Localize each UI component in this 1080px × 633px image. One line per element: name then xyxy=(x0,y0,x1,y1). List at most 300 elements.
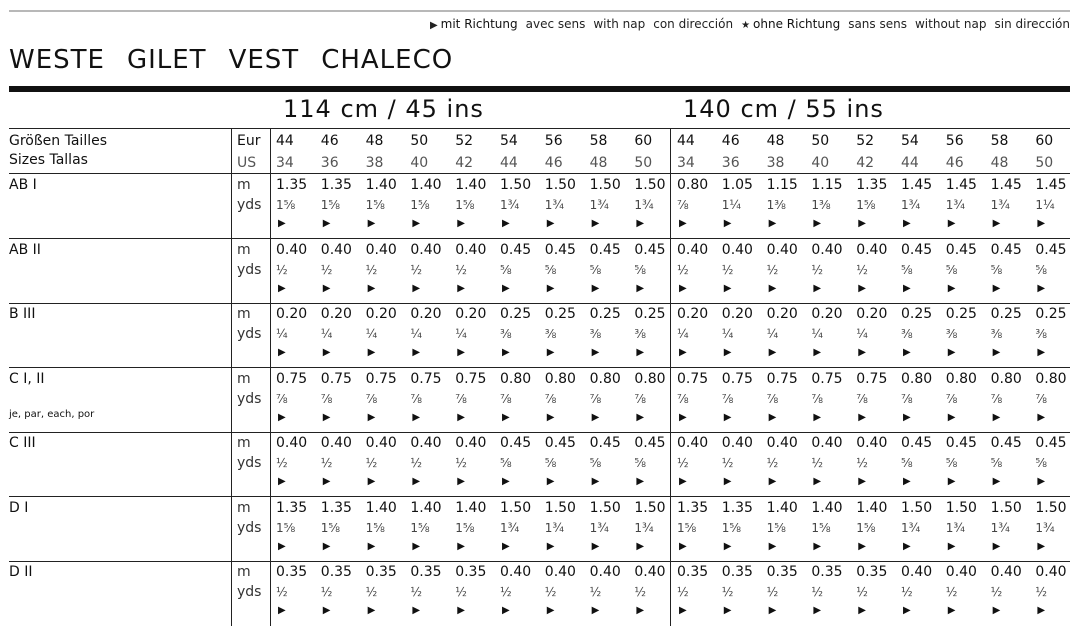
with-nap-arrow-icon: ▶ xyxy=(992,282,1001,294)
meters-value: 1.40 xyxy=(365,177,397,193)
yards-value: ½ xyxy=(365,585,378,599)
with-nap-arrow-icon: ▶ xyxy=(636,540,645,552)
yards-value: ⅜ xyxy=(901,327,913,341)
yards-value: ½ xyxy=(455,456,467,470)
yards-value: ⅜ xyxy=(945,327,958,341)
unit-yds-label: yds xyxy=(237,584,262,600)
with-nap-arrow-icon: ▶ xyxy=(768,605,777,616)
meters-value: 1.50 xyxy=(544,177,576,193)
with-nap-arrow-icon: ▶ xyxy=(768,282,777,294)
meters-value: 0.80 xyxy=(1035,370,1067,387)
meters-value: 0.35 xyxy=(677,564,709,580)
meters-value: 0.80 xyxy=(634,370,666,387)
unit-yds-label: yds xyxy=(237,519,262,536)
yards-value: ⅞ xyxy=(766,391,779,406)
us-size: 38 xyxy=(766,155,785,171)
meters-value: 0.40 xyxy=(589,564,621,580)
with-nap-arrow-icon: ▶ xyxy=(768,347,777,358)
yards-value: ¼ xyxy=(856,327,868,341)
yards-value: ⅝ xyxy=(1035,262,1048,277)
with-nap-arrow-icon: ▶ xyxy=(278,540,286,552)
meters-value: 0.20 xyxy=(721,306,753,322)
meters-value: 0.35 xyxy=(455,564,487,580)
yards-value: ½ xyxy=(544,585,557,599)
meters-value: 0.75 xyxy=(455,370,487,387)
yards-value: ⅝ xyxy=(589,262,602,277)
yards-value: 1⅝ xyxy=(856,198,876,212)
meters-value: 1.35 xyxy=(276,177,308,193)
with-nap-arrow-icon: ▶ xyxy=(457,540,465,552)
meters-value: 1.40 xyxy=(856,499,888,516)
with-nap-arrow-icon: ▶ xyxy=(723,605,732,616)
meters-value: 1.40 xyxy=(811,499,843,516)
meters-value: 0.40 xyxy=(544,564,576,580)
yards-value: 1¾ xyxy=(634,520,654,535)
eur-size: 52 xyxy=(455,133,474,149)
meters-value: 0.20 xyxy=(677,306,709,322)
yards-value: ⅞ xyxy=(410,391,423,406)
with-nap-arrow-icon: ▶ xyxy=(679,476,687,487)
meters-value: 0.40 xyxy=(1035,564,1067,580)
meters-value: 0.40 xyxy=(320,241,352,258)
yards-value: ½ xyxy=(634,585,647,599)
with-nap-arrow-icon: ▶ xyxy=(1037,476,1046,487)
us-size: 48 xyxy=(589,155,608,171)
with-nap-arrow-icon: ▶ xyxy=(322,411,331,423)
with-nap-arrow-icon: ▶ xyxy=(992,218,1001,229)
meters-value: 1.35 xyxy=(721,499,753,516)
row-label: C I, II xyxy=(9,370,45,387)
unit-m-label: m xyxy=(237,499,251,516)
meters-value: 0.45 xyxy=(500,435,532,451)
meters-value: 1.50 xyxy=(945,499,977,516)
with-nap-arrow-icon: ▶ xyxy=(947,347,956,358)
fabric-width-140: 140 cm / 55 ins xyxy=(683,95,884,123)
meters-value: 0.40 xyxy=(945,564,977,580)
with-nap-arrow-icon: ▶ xyxy=(591,218,600,229)
legend-without-nap-es: sin dirección xyxy=(994,17,1070,31)
us-label: US xyxy=(237,155,257,171)
yards-value: ⅞ xyxy=(544,391,557,406)
with-nap-arrow-icon: ▶ xyxy=(768,540,777,552)
yards-value: 1¾ xyxy=(589,520,609,535)
with-nap-arrow-icon: ▶ xyxy=(858,605,866,616)
yards-value: ¼ xyxy=(276,327,288,341)
meters-value: 0.45 xyxy=(1035,435,1067,451)
row-label: B III xyxy=(9,306,36,322)
meters-value: 0.35 xyxy=(721,564,753,580)
eur-size: 50 xyxy=(811,133,830,149)
unit-m-label: m xyxy=(237,177,251,193)
yards-value: ½ xyxy=(410,262,423,277)
meters-value: 0.40 xyxy=(410,435,442,451)
eur-size: 44 xyxy=(276,133,294,149)
eur-size: 52 xyxy=(856,133,875,149)
yards-value: ½ xyxy=(677,456,689,470)
meters-value: 1.40 xyxy=(365,499,397,516)
with-nap-arrow-icon: ▶ xyxy=(992,476,1001,487)
with-nap-arrow-icon: ▶ xyxy=(947,411,956,423)
yards-value: 1⅝ xyxy=(365,198,385,212)
title-de: WESTE xyxy=(9,45,105,75)
us-size: 36 xyxy=(320,155,339,171)
meters-value: 1.45 xyxy=(901,177,933,193)
yards-value: ½ xyxy=(320,456,333,470)
yards-value: ⅞ xyxy=(320,391,333,406)
yards-value: 1¼ xyxy=(721,198,742,212)
with-nap-arrow-icon: ▶ xyxy=(367,347,376,358)
yards-value: ⅝ xyxy=(589,456,602,470)
us-size: 34 xyxy=(276,155,294,171)
meters-value: 1.35 xyxy=(677,499,709,516)
with-nap-arrow-icon: ▶ xyxy=(947,282,956,294)
with-nap-arrow-icon: ▶ xyxy=(858,476,866,487)
meters-value: 1.50 xyxy=(1035,499,1067,516)
with-nap-arrow-icon: ▶ xyxy=(278,605,286,616)
meters-value: 1.50 xyxy=(544,499,576,516)
meters-value: 0.35 xyxy=(811,564,843,580)
meters-value: 0.80 xyxy=(500,370,532,387)
meters-value: 0.40 xyxy=(634,564,666,580)
us-size: 50 xyxy=(634,155,653,171)
with-nap-arrow-icon: ▶ xyxy=(546,605,555,616)
with-nap-arrow-icon: ▶ xyxy=(591,282,600,294)
meters-value: 0.20 xyxy=(365,306,397,322)
meters-value: 1.40 xyxy=(455,177,487,193)
yards-value: ½ xyxy=(901,585,913,599)
with-nap-arrow-icon: ▶ xyxy=(412,282,421,294)
yards-value: 1⅝ xyxy=(276,520,296,535)
yards-value: ⅞ xyxy=(811,391,824,406)
fabric-width-114: 114 cm / 45 ins xyxy=(283,95,484,123)
with-nap-arrow-icon: ▶ xyxy=(768,476,777,487)
yards-value: ½ xyxy=(721,262,734,277)
yards-value: ½ xyxy=(500,585,512,599)
meters-value: 0.20 xyxy=(410,306,442,322)
yards-value: ⅞ xyxy=(677,198,689,212)
with-nap-arrow-icon: ▶ xyxy=(546,476,555,487)
meters-value: 0.80 xyxy=(589,370,621,387)
meters-value: 0.40 xyxy=(766,241,798,258)
with-nap-arrow-icon: ▶ xyxy=(322,605,331,616)
meters-value: 0.80 xyxy=(901,370,933,387)
yards-value: ¼ xyxy=(365,327,378,341)
with-nap-arrow-icon: ▶ xyxy=(858,347,866,358)
yards-value: 1⅝ xyxy=(320,198,341,212)
meters-value: 0.45 xyxy=(589,435,621,451)
with-nap-arrow-icon: ▶ xyxy=(947,476,956,487)
with-nap-arrow-icon: ▶ xyxy=(992,605,1001,616)
meters-value: 0.40 xyxy=(811,241,843,258)
with-nap-arrow-icon: ▶ xyxy=(679,347,687,358)
meters-value: 1.50 xyxy=(901,499,933,516)
meters-value: 0.40 xyxy=(721,435,753,451)
yards-value: 1⅝ xyxy=(365,520,385,535)
unit-m-label: m xyxy=(237,370,251,387)
with-nap-arrow-icon: ▶ xyxy=(903,218,911,229)
yards-value: ⅜ xyxy=(990,327,1003,341)
with-nap-arrow-icon: ▶ xyxy=(546,540,555,552)
with-nap-arrow-icon: ▶ xyxy=(636,282,645,294)
eur-size: 48 xyxy=(365,133,384,149)
yards-value: 1¾ xyxy=(544,520,565,535)
meters-value: 1.50 xyxy=(500,499,532,516)
yards-value: ½ xyxy=(410,585,423,599)
yards-value: ¼ xyxy=(320,327,333,341)
yards-value: 1⅜ xyxy=(766,198,786,212)
yards-value: ⅜ xyxy=(1035,327,1048,341)
with-nap-arrow-icon: ▶ xyxy=(813,282,822,294)
yards-value: ½ xyxy=(945,585,958,599)
with-nap-arrow-icon: ▶ xyxy=(457,605,465,616)
with-nap-arrow-icon: ▶ xyxy=(278,347,286,358)
yards-value: 1⅝ xyxy=(811,520,831,535)
meters-value: 1.50 xyxy=(589,177,621,193)
with-nap-arrow-icon: ▶ xyxy=(903,605,911,616)
yards-value: 1⅜ xyxy=(811,198,831,212)
yards-value: 1⅝ xyxy=(766,520,786,535)
row-label: D II xyxy=(9,564,33,580)
with-nap-arrow-icon: ▶ xyxy=(412,411,421,423)
meters-value: 0.40 xyxy=(276,241,308,258)
with-nap-arrow-icon: ▶ xyxy=(1037,540,1046,552)
meters-value: 1.45 xyxy=(990,177,1022,193)
meters-value: 0.35 xyxy=(365,564,397,580)
with-nap-arrow-icon: ▶ xyxy=(636,411,645,423)
yards-value: ⅝ xyxy=(500,262,512,277)
meters-value: 0.45 xyxy=(901,435,933,451)
with-nap-arrow-icon: ▶ xyxy=(457,347,465,358)
meters-value: 1.50 xyxy=(500,177,532,193)
eur-size: 56 xyxy=(544,133,563,149)
column-divider xyxy=(270,128,271,626)
eur-size: 46 xyxy=(721,133,740,149)
column-divider xyxy=(231,128,232,626)
yards-value: 1¾ xyxy=(901,198,921,212)
yards-value: 1⅝ xyxy=(455,198,475,212)
yards-value: ½ xyxy=(276,262,288,277)
page-title xyxy=(9,45,475,75)
with-nap-arrow-icon: ▶ xyxy=(322,218,331,229)
yards-value: ½ xyxy=(856,585,868,599)
meters-value: 0.35 xyxy=(856,564,888,580)
meters-value: 1.05 xyxy=(721,177,753,193)
us-size: 42 xyxy=(455,155,474,171)
us-size: 36 xyxy=(721,155,740,171)
with-nap-arrow-icon: ▶ xyxy=(591,605,600,616)
row-label: AB II xyxy=(9,241,41,258)
yards-value: ⅝ xyxy=(945,262,958,277)
with-nap-arrow-icon: ▶ xyxy=(813,605,822,616)
yards-value: 1⅝ xyxy=(677,520,697,535)
yards-value: ⅞ xyxy=(945,391,958,406)
meters-value: 0.40 xyxy=(766,435,798,451)
row-divider xyxy=(9,561,1070,562)
meters-value: 0.25 xyxy=(1035,306,1067,322)
meters-value: 0.40 xyxy=(901,564,933,580)
sizes-label-line2: Sizes Tallas xyxy=(9,152,88,168)
with-nap-arrow-icon: ▶ xyxy=(367,218,376,229)
yards-value: ⅝ xyxy=(1035,456,1048,470)
yards-value: ⅞ xyxy=(677,391,689,406)
eur-size: 54 xyxy=(901,133,919,149)
with-nap-arrow-icon: ▶ xyxy=(1037,218,1046,229)
meters-value: 0.45 xyxy=(500,241,532,258)
with-nap-arrow-icon: ▶ xyxy=(457,476,465,487)
with-nap-arrow-icon: ▶ xyxy=(367,476,376,487)
with-nap-arrow-icon: ▶ xyxy=(768,218,777,229)
yards-value: 1⅝ xyxy=(721,520,742,535)
yards-value: ½ xyxy=(766,456,779,470)
yards-value: ½ xyxy=(766,262,779,277)
yards-value: ⅞ xyxy=(589,391,602,406)
yards-value: ⅝ xyxy=(634,456,647,470)
legend-without-nap-en: without nap xyxy=(914,17,987,31)
with-nap-arrow-icon: ▶ xyxy=(636,476,645,487)
yards-value: ¼ xyxy=(677,327,689,341)
yards-value: ½ xyxy=(811,262,824,277)
legend-without-nap-fr: sans sens xyxy=(848,17,907,31)
meters-value: 0.25 xyxy=(990,306,1022,322)
yards-value: ⅝ xyxy=(500,456,512,470)
with-nap-arrow-icon: ▶ xyxy=(813,540,822,552)
yards-value: 1¾ xyxy=(945,520,966,535)
with-nap-arrow-icon: ▶ xyxy=(858,218,866,229)
meters-value: 0.80 xyxy=(945,370,977,387)
with-nap-arrow-icon: ▶ xyxy=(723,476,732,487)
with-nap-arrow-icon: ▶ xyxy=(591,540,600,552)
meters-value: 0.40 xyxy=(410,241,442,258)
unit-m-label: m xyxy=(237,306,251,322)
unit-yds-label: yds xyxy=(237,390,262,407)
star-icon: ★ xyxy=(741,20,751,31)
meters-value: 0.45 xyxy=(901,241,933,258)
yards-value: ⅝ xyxy=(544,262,557,277)
with-nap-arrow-icon: ▶ xyxy=(367,605,376,616)
us-size: 44 xyxy=(901,155,919,171)
with-nap-arrow-icon: ▶ xyxy=(1037,347,1046,358)
with-nap-arrow-icon: ▶ xyxy=(502,347,510,358)
with-nap-arrow-icon: ▶ xyxy=(1037,605,1046,616)
with-nap-arrow-icon: ▶ xyxy=(858,282,866,294)
with-nap-arrow-icon: ▶ xyxy=(947,605,956,616)
with-nap-arrow-icon: ▶ xyxy=(367,540,376,552)
with-nap-arrow-icon: ▶ xyxy=(723,218,732,229)
eur-size: 56 xyxy=(945,133,964,149)
yards-value: ⅜ xyxy=(634,327,647,341)
with-nap-arrow-icon: ▶ xyxy=(903,540,911,552)
with-nap-arrow-icon: ▶ xyxy=(947,540,956,552)
unit-yds-label: yds xyxy=(237,261,262,278)
yards-value: ½ xyxy=(365,262,378,277)
row-note: je, par, each, por xyxy=(9,408,95,420)
meters-value: 1.40 xyxy=(455,499,487,516)
meters-value: 0.75 xyxy=(410,370,442,387)
yards-value: ⅝ xyxy=(634,262,647,277)
with-nap-arrow-icon: ▶ xyxy=(591,476,600,487)
with-nap-arrow-icon: ▶ xyxy=(457,218,465,229)
with-nap-arrow-icon: ▶ xyxy=(502,411,510,423)
with-nap-arrow-icon: ▶ xyxy=(591,411,600,423)
with-nap-arrow-icon: ▶ xyxy=(322,540,331,552)
title-fr: GILET xyxy=(126,45,207,75)
with-nap-arrow-icon: ▶ xyxy=(813,411,822,423)
with-nap-arrow-icon: ▶ xyxy=(502,605,510,616)
meters-value: 0.80 xyxy=(990,370,1022,387)
yards-value: ⅜ xyxy=(500,327,512,341)
legend-with-nap: mit Richtung xyxy=(440,17,518,31)
yards-value: 1¾ xyxy=(589,198,609,212)
with-nap-arrow-icon: ▶ xyxy=(636,218,645,229)
row-divider xyxy=(9,432,1070,433)
meters-value: 0.25 xyxy=(589,306,621,322)
yards-value: ⅝ xyxy=(990,456,1003,470)
meters-value: 0.75 xyxy=(856,370,888,387)
yards-value: ⅞ xyxy=(500,391,512,406)
eur-label: Eur xyxy=(237,133,261,149)
yards-value: ⅝ xyxy=(901,456,913,470)
eur-size: 58 xyxy=(990,133,1009,149)
with-nap-arrow-icon: ▶ xyxy=(412,476,421,487)
with-nap-arrow-icon: ▶ xyxy=(723,411,732,423)
meters-value: 0.40 xyxy=(721,241,753,258)
yards-value: 1¾ xyxy=(544,198,565,212)
meters-value: 0.35 xyxy=(276,564,308,580)
with-nap-arrow-icon: ▶ xyxy=(858,540,866,552)
with-nap-arrow-icon: ▶ xyxy=(502,540,510,552)
yards-value: 1¾ xyxy=(901,520,921,535)
meters-value: 1.45 xyxy=(945,177,977,193)
eur-size: 60 xyxy=(634,133,653,149)
eur-size: 44 xyxy=(677,133,695,149)
with-nap-arrow-icon: ▶ xyxy=(502,282,510,294)
yards-value: ½ xyxy=(365,456,378,470)
yards-value: ½ xyxy=(455,262,467,277)
with-nap-arrow-icon: ▶ xyxy=(679,605,687,616)
yards-value: ⅞ xyxy=(455,391,467,406)
yards-value: 1¾ xyxy=(990,520,1010,535)
yards-value: ⅜ xyxy=(589,327,602,341)
unit-yds-label: yds xyxy=(237,455,262,471)
meters-value: 1.35 xyxy=(320,499,352,516)
legend-with-nap-fr: avec sens xyxy=(525,17,586,31)
unit-yds-label: yds xyxy=(237,197,262,213)
with-nap-arrow-icon: ▶ xyxy=(278,282,286,294)
title-en: VEST xyxy=(228,45,300,75)
yards-value: ½ xyxy=(856,456,868,470)
with-nap-arrow-icon: ▶ xyxy=(723,282,732,294)
meters-value: 0.35 xyxy=(320,564,352,580)
meters-value: 1.40 xyxy=(766,499,798,516)
meters-value: 0.20 xyxy=(455,306,487,322)
yards-value: 1⅝ xyxy=(410,520,430,535)
meters-value: 1.15 xyxy=(766,177,798,193)
us-size: 50 xyxy=(1035,155,1054,171)
with-nap-arrow-icon: ▶ xyxy=(679,540,687,552)
header-top-line xyxy=(9,128,1070,129)
with-nap-arrow-icon: ▶ xyxy=(412,605,421,616)
meters-value: 0.80 xyxy=(544,370,576,387)
yards-value: ⅝ xyxy=(945,456,958,470)
yards-value: ½ xyxy=(455,585,467,599)
meters-value: 1.35 xyxy=(276,499,308,516)
with-nap-arrow-icon: ▶ xyxy=(412,347,421,358)
with-nap-arrow-icon: ▶ xyxy=(1037,411,1046,423)
yards-value: ⅞ xyxy=(721,391,734,406)
us-size: 40 xyxy=(811,155,830,171)
eur-size: 60 xyxy=(1035,133,1054,149)
with-nap-arrow-icon: ▶ xyxy=(1037,282,1046,294)
